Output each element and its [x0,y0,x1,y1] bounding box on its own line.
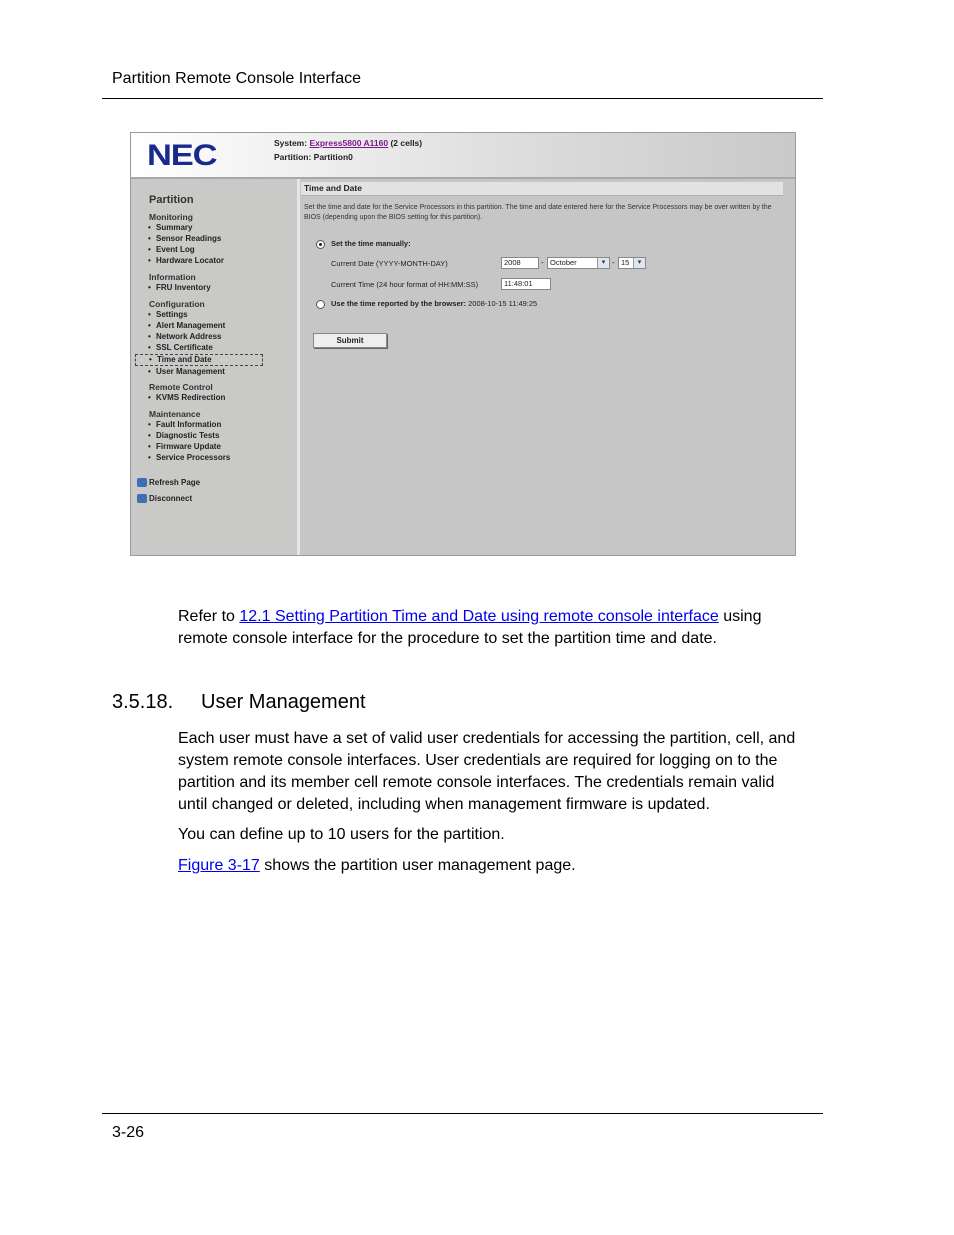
nav-title: Partition [149,194,194,206]
nav-item-sensor-readings[interactable]: • Sensor Readings [148,234,222,243]
nav-item-network-address[interactable]: • Network Address [148,332,222,341]
nav-section-information: Information [149,272,196,282]
header-rule [102,98,823,99]
disconnect-link[interactable]: Disconnect [137,494,192,503]
content-title: Time and Date [304,183,362,193]
console-screenshot [130,132,796,556]
section-title: User Management [201,691,366,713]
footer-rule [102,1113,823,1114]
section-paragraph-3: Figure 3-17 shows the partition user management page. [178,857,576,874]
manual-label: Set the time manually: [331,239,411,248]
console-header [131,133,795,179]
nav-section-monitoring: Monitoring [149,212,193,222]
content-description: Set the time and date for the Service Processors in this partition. The time and date entered here for the Service Processors may be over written by the BIOS (depending upon the BIOS setting for this partition). [304,204,772,221]
nav-item-hardware-locator[interactable]: • Hardware Locator [148,256,225,265]
nav-item-diagnostic-tests[interactable]: • Diagnostic Tests [148,431,220,440]
nav-section-configuration: Configuration [149,299,205,309]
system-link[interactable]: Express5800 A1160 [309,138,389,148]
nav-section-maintenance: Maintenance [149,409,201,419]
radio-manual[interactable] [316,240,325,249]
browser-time-line: Use the time reported by the browser: 2008-10-15 11:49:25 [331,299,538,308]
time-input[interactable]: 11:48:01 [501,278,551,290]
section-heading [112,691,366,714]
figure-link[interactable]: Figure 3-17 [178,857,260,874]
console-sidebar [131,179,300,555]
time-label: Current Time (24 hour format of HH:MM:SS) [331,280,479,289]
year-input[interactable]: 2008 [501,257,539,269]
system-line [274,138,422,148]
nav-item-event-log[interactable]: • Event Log [148,245,195,254]
date-dash-1: - [541,258,544,267]
console-content [301,179,795,555]
page-number: 3-26 [112,1124,145,1141]
nav-section-remote-control: Remote Control [149,382,213,392]
nav-item-summary[interactable]: • Summary [148,223,193,232]
nav-item-settings[interactable]: • Settings [148,310,188,319]
refresh-page-link[interactable]: Refresh Page [137,478,200,487]
nav-item-service-processors[interactable]: • Service Processors [148,453,231,462]
content-title-bar [301,182,783,196]
running-header: Partition Remote Console Interface [112,70,362,87]
disconnect-icon [137,494,147,503]
nav-item-fru-inventory[interactable]: • FRU Inventory [148,283,211,292]
chevron-down-icon: ▾ [633,258,645,268]
nav-item-alert-management[interactable]: • Alert Management [148,321,226,330]
system-label: System: [274,138,308,148]
refer-paragraph: Refer to 12.1 Setting Partition Time and Date using remote console interface using remote console interface for the procedure to set the partition time and date. [178,608,762,647]
nav-item-kvms-redirection[interactable]: • KVMS Redirection [148,393,226,402]
section-paragraph-2: You can define up to 10 users for the partition. [178,826,505,843]
nav-item-user-management[interactable]: • User Management [148,367,225,376]
section-number: 3.5.18. [112,691,174,713]
refresh-icon [137,478,147,487]
month-select[interactable]: October ▾ [547,257,610,269]
nav-item-fault-information[interactable]: • Fault Information [148,420,222,429]
submit-button[interactable]: Submit [313,333,387,348]
nec-logo: NEC [147,139,217,172]
date-label: Current Date (YYYY-MONTH-DAY) [331,259,448,268]
partition-line: Partition: Partition0 [274,152,353,162]
nav-item-firmware-update[interactable]: • Firmware Update [148,442,221,451]
date-dash-2: - [612,258,615,267]
nav-item-time-and-date[interactable]: • Time and Date [135,354,263,366]
nav-item-ssl-certificate[interactable]: • SSL Certificate [148,343,213,352]
day-select[interactable]: 15 ▾ [618,257,646,269]
radio-browser-time[interactable] [316,300,325,309]
section-paragraph-1: Each user must have a set of valid user credentials for accessing the partition, cell, and system remote console interfaces. User credentials are required for logging on to the partition and its member cell remote console interfaces. The credentials remain valid until changed or deleted, including when management firmware is updated. [178,730,796,813]
system-suffix: (2 cells) [390,138,423,148]
chevron-down-icon: ▾ [597,258,609,268]
refer-link[interactable]: 12.1 Setting Partition Time and Date using remote console interface [239,608,719,625]
